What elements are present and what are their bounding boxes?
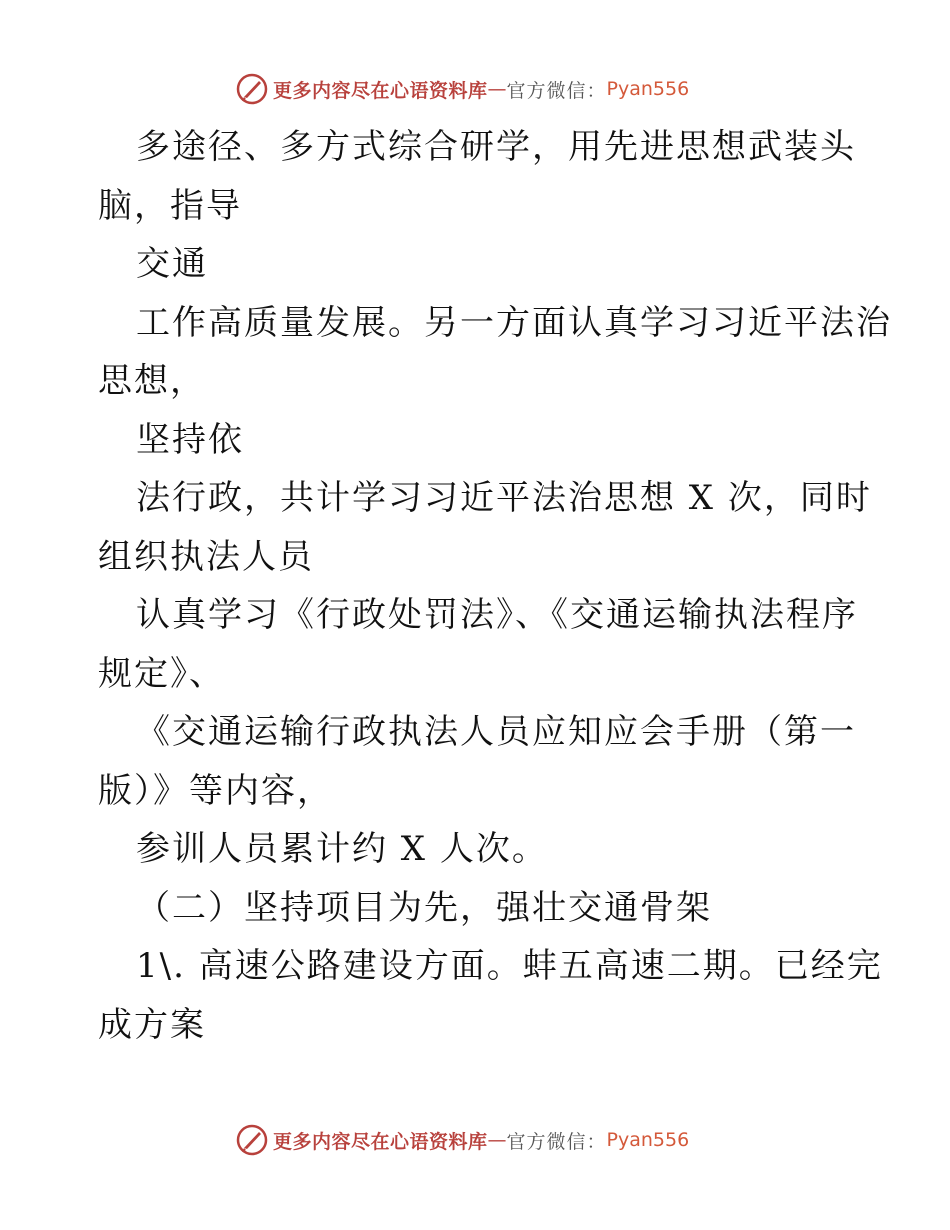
watermark-brand: 更多内容尽在心语资料库 [273, 79, 488, 102]
text-line: 组织执法人员 [98, 536, 314, 577]
text-line: 规定》、 [98, 653, 225, 694]
text-line: 1\. 高速公路建设方面。蚌五高速二期。已经完 [136, 946, 883, 986]
watermark-wechat-id: Pyan556 [606, 78, 690, 100]
text-line: 工作高质量发展。另一方面认真学习习近平法治 [136, 302, 892, 343]
watermark-brand: 更多内容尽在心语资料库 [273, 1130, 488, 1153]
text-line: 脑，指导 [98, 185, 242, 226]
header-watermark [235, 72, 689, 106]
watermark-wechat-label: 官方微信： [506, 1130, 607, 1153]
quill-pen-icon [235, 72, 269, 106]
text-line: 思想， [98, 361, 206, 401]
quill-pen-icon [235, 1123, 269, 1157]
text-line: 成方案 [98, 1004, 206, 1045]
text-line: 多途径、多方式综合研学，用先进思想武装头 [136, 127, 856, 167]
text-line: 版）》等内容， [98, 770, 333, 811]
document-body [98, 118, 892, 1054]
watermark-wechat-id: Pyan556 [606, 1129, 690, 1151]
watermark-separator: — [487, 1129, 507, 1151]
text-line: 法行政，共计学习习近平法治思想 X 次，同时 [136, 478, 872, 518]
text-line: 交通 [136, 244, 208, 284]
footer-watermark [235, 1123, 689, 1157]
text-line: 参训人员累计约 X 人次。 [136, 829, 548, 869]
text-line: 认真学习《行政处罚法》、《交通运输执法程序 [136, 595, 858, 635]
text-line: 坚持依 [136, 419, 244, 460]
watermark-wechat-label: 官方微信： [506, 79, 607, 102]
text-line: 《交通运输行政执法人员应知应会手册（第一 [136, 712, 856, 752]
section-heading: （二）坚持项目为先，强壮交通骨架 [136, 887, 712, 928]
watermark-separator: — [487, 78, 507, 100]
